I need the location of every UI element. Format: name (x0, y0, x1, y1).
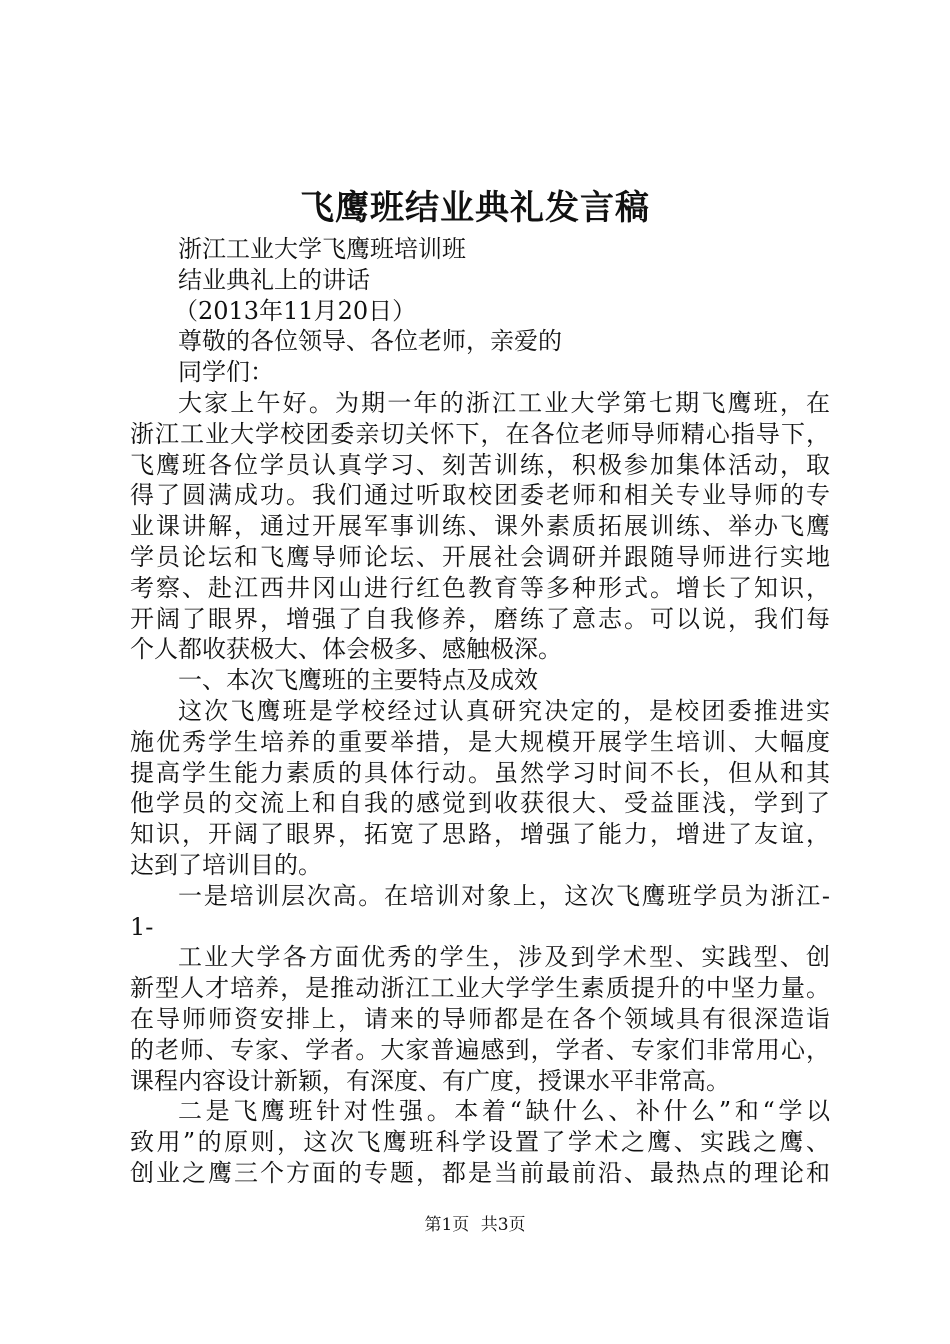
paragraph-line: 浙江工业大学飞鹰班培训班 (178, 235, 466, 263)
paragraph-line: 浙江工业大学校团委亲切关怀下，在各位老师导师精心指导下， (130, 419, 830, 448)
paragraph-line: 开阔了眼界，增强了自我修养，磨练了意志。可以说，我们每 (130, 604, 830, 633)
paragraph-line: 知识，开阔了眼界，拓宽了思路，增强了能力，增进了友谊， (130, 820, 830, 849)
section-heading: 一、本次飞鹰班的主要特点及成效 (178, 666, 538, 695)
paragraph-line: 个人都收获极大、体会极多、感触极深。 (130, 635, 562, 664)
paragraph-line: 在导师师资安排上，请来的导师都是在各个领域具有很深造诣 (130, 1004, 830, 1033)
paragraph-line: 创业之鹰三个方面的专题，都是当前最前沿、最热点的理论和 (130, 1158, 830, 1187)
paragraph-line: 致用”的原则，这次飞鹰班科学设置了学术之鹰、实践之鹰、 (130, 1128, 830, 1157)
page-total: 共3页 (480, 1215, 526, 1235)
paragraph-line: 同学们： (178, 358, 274, 387)
paragraph-line: 施优秀学生培养的重要举措，是大规模开展学生培训、大幅度 (130, 727, 830, 756)
paragraph-line: 工业大学各方面优秀的学生，涉及到学术型、实践型、创 (178, 943, 830, 972)
paragraph-line: 的老师、专家、学者。大家普遍感到，学者、专家们非常用心， (130, 1035, 830, 1064)
paragraph-line: 考察、赴江西井冈山进行红色教育等多种形式。增长了知识， (130, 573, 830, 602)
paragraph-line: 达到了培训目的。 (130, 850, 322, 879)
paragraph-line: 他学员的交流上和自我的感觉到收获很大、受益匪浅，学到了 (130, 789, 830, 818)
paragraph-line: 新型人才培养，是推动浙江工业大学学生素质提升的中坚力量。 (130, 974, 830, 1003)
paragraph-line: 大家上午好。为期一年的浙江工业大学第七期飞鹰班，在 (178, 388, 830, 417)
paragraph-line: 学员论坛和飞鹰导师论坛、开展社会调研并跟随导师进行实地 (130, 542, 830, 571)
paragraph-line: 业课讲解，通过开展军事训练、课外素质拓展训练、举办飞鹰 (130, 512, 830, 541)
page-footer (0, 1213, 950, 1237)
document-title: 飞鹰班结业典礼发言稿 (300, 188, 650, 228)
paragraph-line: 结业典礼上的讲话 (178, 265, 370, 294)
paragraph-line: 课程内容设计新颖，有深度、有广度，授课水平非常高。 (130, 1066, 730, 1095)
document-body (130, 234, 830, 1189)
paragraph-line: 提高学生能力素质的具体行动。虽然学习时间不长，但从和其 (130, 758, 830, 787)
paragraph-line: 二是飞鹰班针对性强。本着“缺什么、补什么”和“学以 (178, 1097, 830, 1126)
paragraph-line: 飞鹰班各位学员认真学习、刻苦训练，积极参加集体活动，取 (130, 450, 830, 479)
paragraph-line: 这次飞鹰班是学校经过认真研究决定的，是校团委推进实 (178, 696, 830, 725)
paragraph-line: 1- (130, 912, 154, 941)
paragraph-line: 尊敬的各位领导、各位老师，亲爱的 (178, 327, 562, 356)
paragraph-line: 得了圆满成功。我们通过听取校团委老师和相关专业导师的专 (130, 481, 830, 510)
paragraph-line: （2013年11月20日） (174, 296, 417, 325)
paragraph-line: 一是培训层次高。在培训对象上，这次飞鹰班学员为浙江- (178, 881, 830, 910)
page-number: 第1页 (424, 1215, 470, 1235)
